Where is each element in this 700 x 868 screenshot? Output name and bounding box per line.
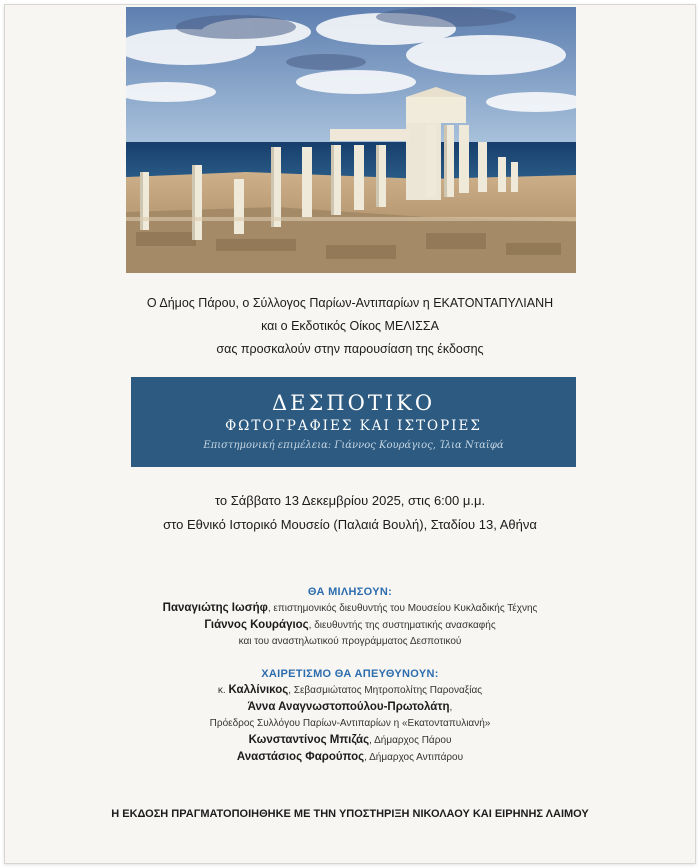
event-datetime: το Σάββατο 13 Δεκεμβρίου 2025, στις 6:00 μ.μ. [214, 493, 486, 508]
speaker-role-continued: και του αναστηλωτικού προγράμματος Δεσποτικού [238, 636, 462, 647]
greeting-role: , Σεβασμιώτατος Μητροπολίτης Παροναξίας [288, 685, 483, 696]
book-subtitle: ΦΩΤΟΓΡΑΦΙΕΣ ΚΑΙ ΙΣΤΟΡΙΕΣ [225, 418, 482, 434]
sponsor-footer: Η ΕΚΔΟΣΗ ΠΡΑΓΜΑΤΟΠΟΙΗΘΗΚΕ ΜΕ ΤΗΝ ΥΠΟΣΤΗΡΙΞΗ ΝΙΚΟΛΑΟΥ ΚΑΙ ΕΙΡΗΝΗΣ ΛΑΙΜΟΥ [111, 808, 589, 820]
temple-ruins-photo [126, 7, 576, 273]
speaker-entry [5, 600, 695, 617]
greeting-entry [5, 699, 695, 716]
speaker-name: Παναγιώτης Ιωσήφ [162, 602, 268, 614]
book-editors: Επιστημονική επιμέλεια: Γιάννος Κουράγιος, Ίλια Νταϊφά [203, 440, 504, 451]
speaker-entry [5, 617, 695, 634]
greeting-prefix: κ. [217, 685, 229, 696]
book-title: ΔΕΣΠΟΤΙΚΟ [271, 391, 436, 415]
greeting-entry [5, 682, 695, 699]
greeting-role: , Δήμαρχος Πάρου [369, 735, 452, 746]
event-details [5, 489, 695, 537]
greeting-name: Κωνσταντίνος Μπιζάς [248, 734, 370, 746]
greeting-comma: , [449, 702, 453, 713]
greeting-entry [5, 732, 695, 749]
greeting-name: Άννα Αναγνωστοπούλου-Πρωτολάτη [247, 701, 450, 713]
greeting-entry [5, 749, 695, 766]
intro-line: και ο Εκδοτικός Οίκος ΜΕΛΙΣΣΑ [261, 319, 439, 333]
book-title-banner [131, 377, 576, 467]
intro-line: σας προσκαλούν στην παρουσίαση της έκδοσης [216, 342, 484, 356]
intro-line: Ο Δήμος Πάρου, ο Σύλλογος Παρίων-Αντιπαρίων η ΕΚΑΤΟΝΤΑΠΥΛΙΑΝΗ [146, 296, 554, 310]
speaker-role: , διευθυντής της συστηματικής ανασκαφής [308, 620, 496, 631]
greeting-role: , Δήμαρχος Αντιπάρου [364, 752, 464, 763]
greeting-name: Αναστάσιος Φαρούπος [236, 751, 365, 763]
invitation-page [4, 4, 696, 864]
greeting-name: Καλλίνικος [228, 684, 289, 696]
speakers-heading: ΘΑ ΜΙΛΗΣΟΥΝ: [307, 586, 393, 598]
event-venue: στο Εθνικό Ιστορικό Μουσείο (Παλαιά Βουλή), Σταδίου 13, Αθήνα [163, 517, 537, 532]
greetings-heading: ΧΑΙΡΕΤΙΣΜΟ ΘΑ ΑΠΕΥΘΥΝΟΥΝ: [261, 668, 439, 680]
speaker-name: Γιάννος Κουράγιος [204, 619, 309, 631]
speakers-section [5, 584, 695, 766]
speaker-role: , επιστημονικός διευθυντής του Μουσείου Κυκλαδικής Τέχνης [267, 603, 538, 614]
greeting-role: Πρόεδρος Συλλόγου Παρίων-Αντιπαρίων η «Εκατονταπυλιανή» [209, 718, 491, 729]
intro-text [5, 292, 695, 361]
